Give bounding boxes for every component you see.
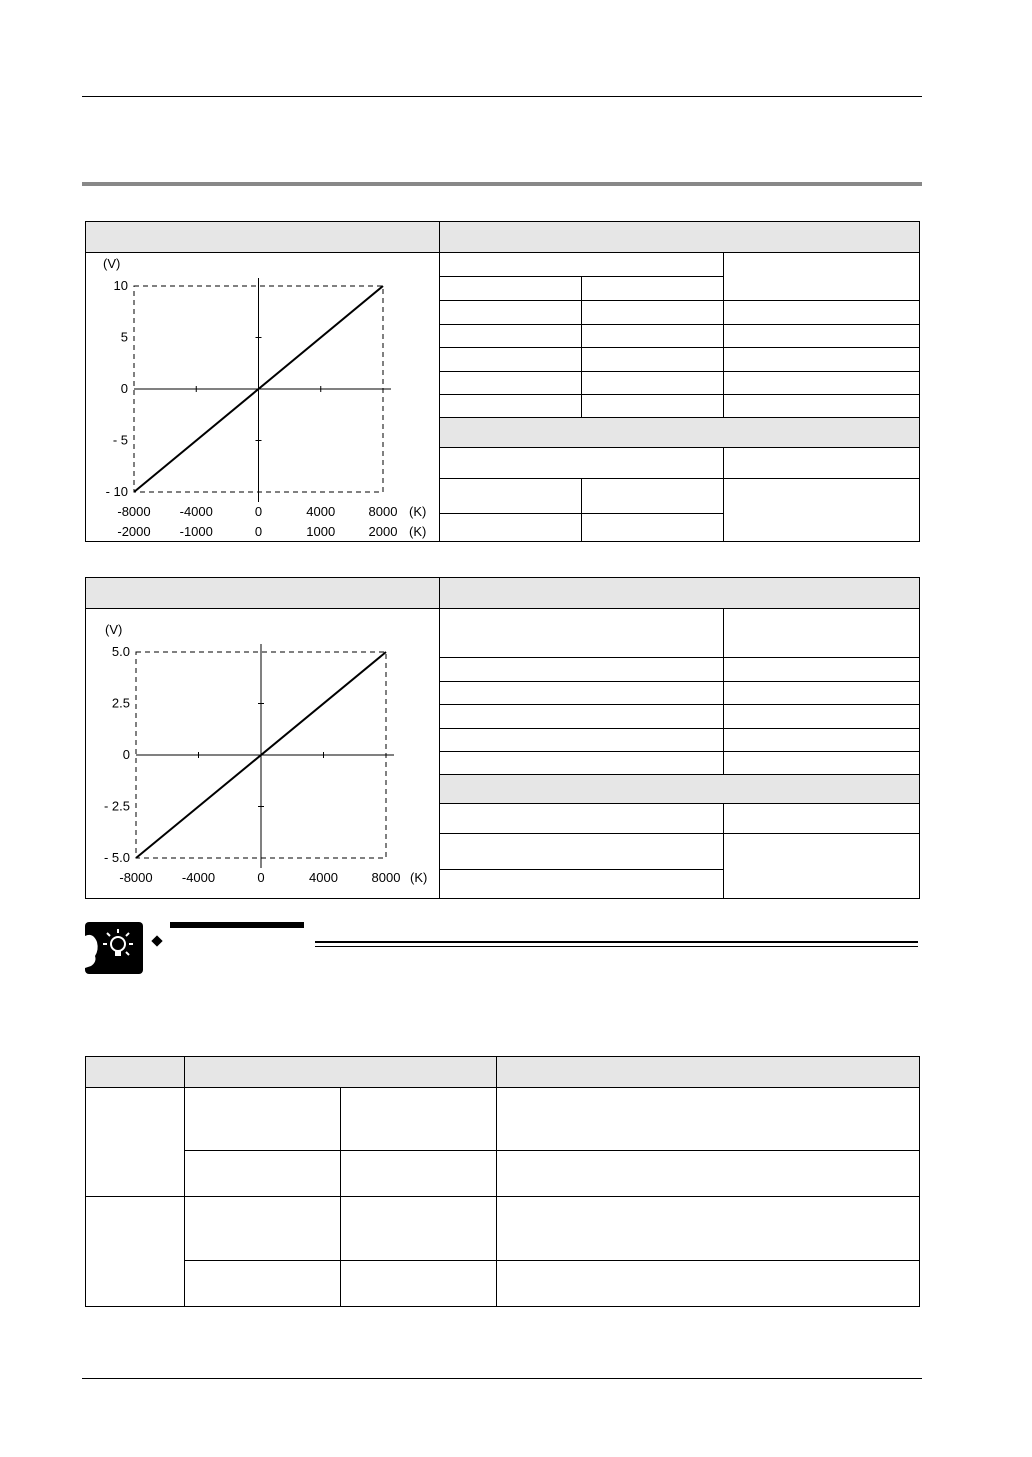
- table-3-header-col1: [86, 1057, 184, 1087]
- table-1-header-left: [86, 222, 439, 252]
- chart-voltage-10v: [87, 253, 439, 542]
- x-tick-label: 0: [254, 504, 263, 519]
- table-2-header-left: [86, 578, 439, 608]
- x-tick-label-row2: -1000: [179, 524, 213, 539]
- table-2-header-right: [440, 578, 919, 608]
- table-1-subheader: [440, 418, 919, 447]
- y-tick-label: - 5: [112, 432, 128, 448]
- y-unit-label: (V): [105, 622, 123, 637]
- x-tick-label: -4000: [179, 504, 213, 519]
- x-tick-label: 0: [257, 870, 265, 885]
- x-tick-label: 8000: [368, 504, 398, 519]
- section-rule: [82, 182, 922, 186]
- bullet-diamond-icon: [151, 935, 162, 946]
- x-unit-label: (K): [409, 504, 427, 519]
- x-tick-label-row2: -2000: [117, 524, 151, 539]
- x-unit-label: (K): [410, 870, 428, 885]
- y-tick-label: - 2.5: [103, 798, 130, 814]
- x-tick-label: -8000: [117, 504, 151, 519]
- table-1: [85, 221, 920, 542]
- y-tick-label: - 10: [105, 484, 128, 499]
- header-rule: [82, 96, 922, 97]
- tip-lightbulb-icon: [85, 922, 145, 974]
- table-2-subheader: [440, 775, 919, 803]
- x-tick-label: 4000: [306, 504, 336, 519]
- note-rule: [315, 941, 918, 943]
- x-tick-label: 8000: [371, 870, 401, 885]
- x-tick-label: -8000: [119, 870, 153, 885]
- footer-rule: [82, 1378, 922, 1379]
- note-title-bar: [170, 922, 304, 928]
- x-tick-label-row2: 1000: [306, 524, 336, 539]
- table-3-header-col2: [185, 1057, 496, 1087]
- y-tick-label: 0: [122, 747, 130, 762]
- x-tick-label: -4000: [181, 870, 216, 885]
- table-3: [85, 1056, 920, 1307]
- table-1-header-right: [440, 222, 919, 252]
- y-unit-label: (V): [103, 256, 121, 271]
- y-tick-label: - 5.0: [103, 850, 130, 865]
- chart-voltage-5v: [87, 609, 439, 899]
- y-tick-label: 2.5: [111, 695, 130, 711]
- y-tick-label: 0: [120, 381, 128, 396]
- x-unit-label-row2: (K): [409, 524, 427, 539]
- x-tick-label-row2: 2000: [368, 524, 398, 539]
- y-tick-label: 10: [113, 278, 128, 293]
- y-tick-label: 5.0: [111, 644, 130, 659]
- x-tick-label-row2: 0: [254, 524, 263, 539]
- table-3-header-col3: [497, 1057, 919, 1087]
- y-tick-label: 5: [120, 329, 128, 345]
- table-2: [85, 577, 920, 899]
- x-tick-label: 4000: [309, 870, 338, 885]
